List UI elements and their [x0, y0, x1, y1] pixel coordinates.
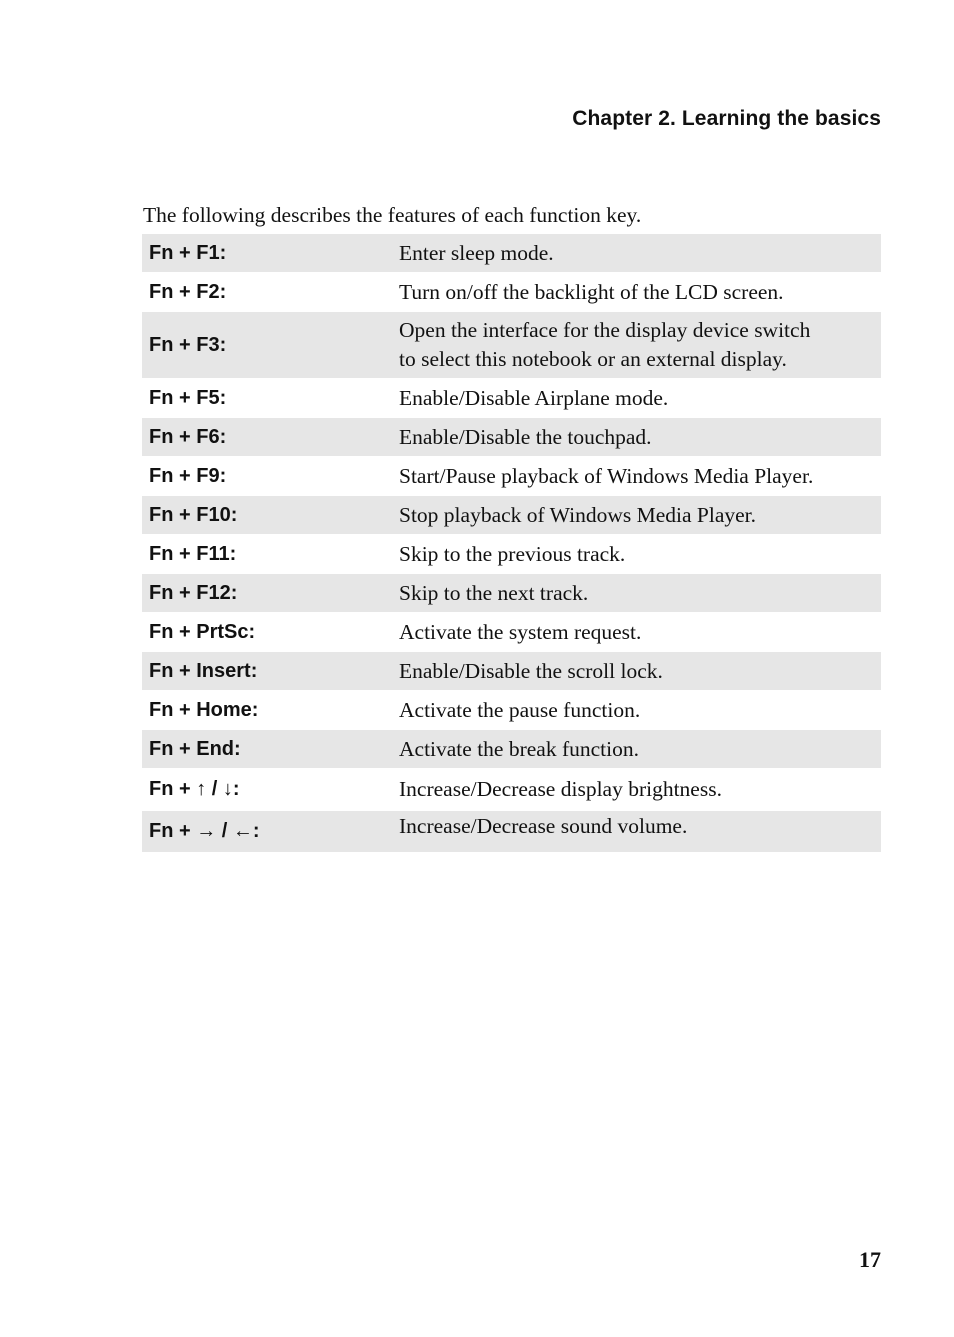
key-description: Increase/Decrease display brightness. — [399, 777, 722, 801]
table-row — [142, 273, 881, 311]
key-combo: Fn + F10: — [149, 503, 238, 526]
key-description-line: to select this notebook or an external display. — [399, 347, 787, 371]
key-combo: Fn + F3: — [149, 333, 227, 356]
key-description: Skip to the next track. — [399, 580, 589, 605]
key-combo: Fn + F1: — [149, 241, 227, 264]
key-description: Activate the break function. — [399, 736, 639, 761]
key-combo: Fn + F11: — [149, 542, 237, 565]
chapter-header: Chapter 2. Learning the basics — [572, 107, 881, 130]
key-combo: Fn + → / ←: — [149, 820, 260, 842]
key-description: Turn on/off the backlight of the LCD screen. — [399, 279, 784, 304]
key-description: Enable/Disable the touchpad. — [399, 424, 652, 449]
key-combo: Fn + F12: — [149, 581, 238, 604]
function-key-table — [142, 234, 881, 853]
key-description: Stop playback of Windows Media Player. — [399, 502, 757, 527]
table-row — [142, 312, 881, 378]
key-combo: Fn + F6: — [149, 425, 227, 448]
key-description-line: Open the interface for the display device switch — [399, 318, 811, 342]
table-row — [142, 811, 881, 852]
key-description: Increase/Decrease sound volume. — [399, 814, 688, 838]
table-row — [142, 496, 881, 534]
table-row — [142, 613, 881, 651]
key-combo: Fn + Home: — [149, 698, 259, 721]
key-description: Activate the pause function. — [399, 697, 641, 722]
key-description: Start/Pause playback of Windows Media Player. — [399, 463, 814, 488]
key-description: Skip to the previous track. — [399, 541, 626, 566]
intro-text: The following describes the features of each function key. — [143, 203, 642, 227]
table-row — [142, 730, 881, 768]
table-row — [142, 379, 881, 417]
table-row — [142, 652, 881, 690]
key-combo: Fn + Insert: — [149, 659, 258, 682]
table-row — [142, 457, 881, 495]
page-number: 17 — [859, 1247, 881, 1272]
table-row — [142, 535, 881, 573]
key-combo: Fn + F9: — [149, 464, 227, 487]
key-description: Enable/Disable Airplane mode. — [399, 385, 669, 410]
table-row — [142, 574, 881, 612]
table-row — [142, 234, 881, 272]
table-row — [142, 418, 881, 456]
table-row — [142, 769, 881, 810]
key-combo: Fn + F2: — [149, 280, 227, 303]
key-combo: Fn + PrtSc: — [149, 620, 256, 643]
table-row — [142, 691, 881, 729]
key-description: Enter sleep mode. — [399, 240, 554, 265]
key-combo: Fn + ↑ / ↓: — [149, 778, 240, 800]
key-description: Activate the system request. — [399, 619, 642, 644]
key-combo: Fn + End: — [149, 737, 241, 760]
key-description: Enable/Disable the scroll lock. — [399, 658, 663, 683]
key-combo: Fn + F5: — [149, 386, 227, 409]
key-description — [399, 316, 881, 374]
